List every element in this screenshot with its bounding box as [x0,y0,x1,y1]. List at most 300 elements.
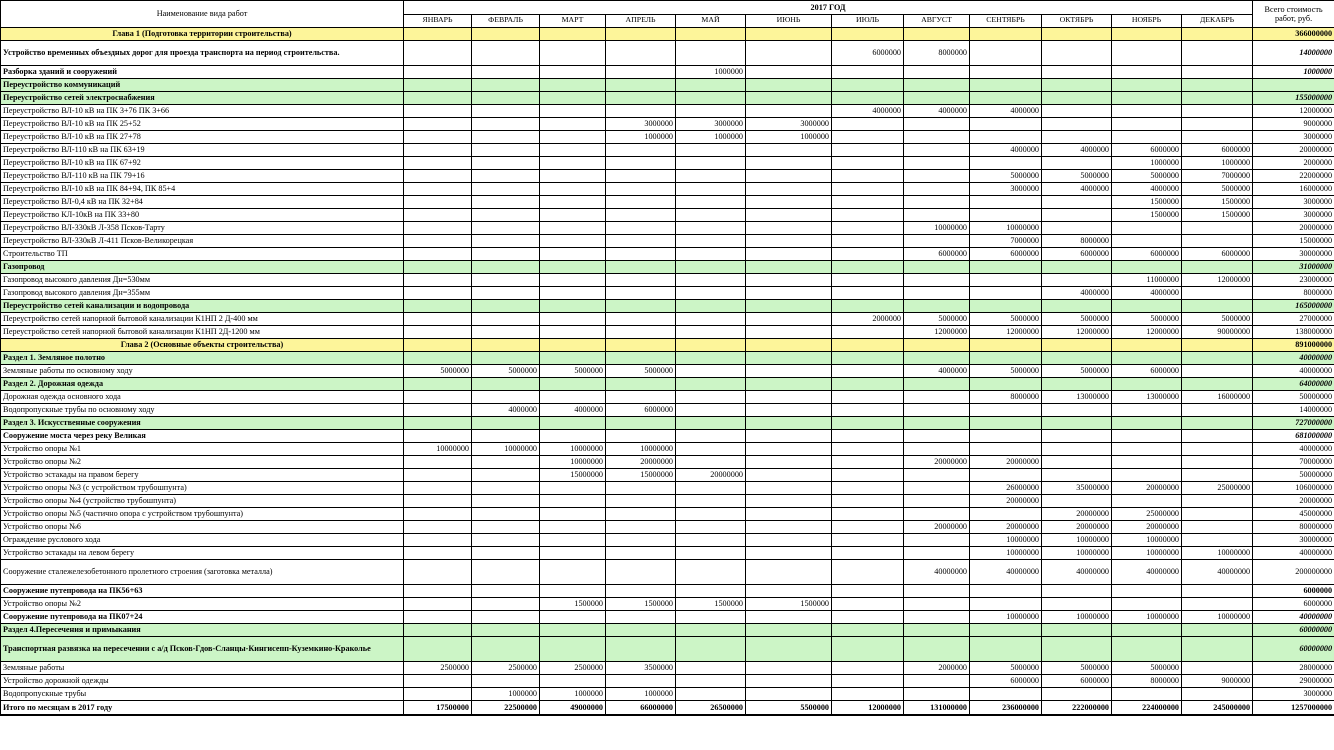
month-value-cell [1182,287,1253,300]
work-name-cell: Устройство временных объездных дорог для проезда транспорта на период строительства. [1,41,404,66]
month-value-cell: 5000000 [1042,365,1112,378]
work-name-cell: Раздел 3. Искусственные сооружения [1,417,404,430]
table-row [1,196,1334,209]
month-value-cell [676,261,746,274]
total-cost-cell: 1257000000 [1253,701,1334,716]
month-value-cell [904,469,970,482]
month-value-cell: 12000000 [904,326,970,339]
month-value-cell [832,688,904,701]
month-value-cell [1042,105,1112,118]
month-value-cell [404,66,472,79]
month-value-cell [472,105,540,118]
month-value-cell [832,235,904,248]
table-row [1,430,1334,443]
month-value-cell [746,248,832,261]
month-value-cell [746,79,832,92]
month-value-cell [540,585,606,598]
month-value-cell: 5000000 [1042,170,1112,183]
month-value-cell [540,41,606,66]
month-value-cell [1182,469,1253,482]
month-value-cell [1112,430,1182,443]
month-value-cell [746,300,832,313]
month-value-cell [676,534,746,547]
month-header: АПРЕЛЬ [606,14,676,28]
total-cost-cell: 23000000 [1253,274,1334,287]
month-value-cell [970,157,1042,170]
month-value-cell [1182,443,1253,456]
month-value-cell: 1500000 [1182,209,1253,222]
month-value-cell [1182,688,1253,701]
month-value-cell [1042,209,1112,222]
month-value-cell: 10000000 [1182,547,1253,560]
total-cost-cell: 3000000 [1253,209,1334,222]
month-value-cell [606,92,676,105]
month-value-cell [606,482,676,495]
work-name-cell: Переустройство ВЛ-10 кВ на ПК 27+78 [1,131,404,144]
work-name-cell: Сооружение сталежелезобетонного пролетного строения (заготовка металла) [1,560,404,585]
month-value-cell [904,611,970,624]
month-value-cell [606,430,676,443]
month-value-cell [676,235,746,248]
table-row [1,482,1334,495]
month-value-cell [1042,196,1112,209]
month-value-cell: 6000000 [1112,248,1182,261]
month-value-cell [472,41,540,66]
month-value-cell: 1500000 [1112,209,1182,222]
month-value-cell [606,222,676,235]
month-value-cell [472,274,540,287]
month-value-cell [540,611,606,624]
month-value-cell [472,508,540,521]
month-value-cell [832,662,904,675]
month-value-cell [970,637,1042,662]
month-value-cell [904,28,970,41]
month-value-cell [1042,430,1112,443]
month-value-cell [472,287,540,300]
month-value-cell [472,495,540,508]
month-value-cell: 12000000 [970,326,1042,339]
month-value-cell [970,443,1042,456]
month-value-cell [404,118,472,131]
month-value-cell: 8000000 [904,41,970,66]
month-value-cell [832,79,904,92]
month-value-cell [1112,131,1182,144]
month-value-cell: 12000000 [1182,274,1253,287]
month-value-cell [540,209,606,222]
month-value-cell [746,404,832,417]
month-value-cell [970,261,1042,274]
month-value-cell [1182,417,1253,430]
table-row [1,508,1334,521]
month-value-cell: 10000000 [606,443,676,456]
month-value-cell [904,688,970,701]
month-value-cell: 5000000 [1042,313,1112,326]
month-value-cell [676,105,746,118]
table-row [1,157,1334,170]
month-value-cell [676,443,746,456]
table-row [1,521,1334,534]
month-value-cell: 5000000 [606,365,676,378]
month-value-cell: 49000000 [540,701,606,716]
month-value-cell [904,624,970,637]
month-value-cell [904,196,970,209]
month-value-cell [832,404,904,417]
total-cost-cell: 681000000 [1253,430,1334,443]
month-value-cell [606,287,676,300]
month-value-cell [404,339,472,352]
total-cost-cell: 20000000 [1253,144,1334,157]
work-name-cell: Устройство опоры №1 [1,443,404,456]
month-value-cell [1042,222,1112,235]
month-value-cell [832,131,904,144]
month-value-cell [606,585,676,598]
month-value-cell: 12000000 [1042,326,1112,339]
month-value-cell [540,79,606,92]
month-value-cell [904,482,970,495]
month-value-cell [676,585,746,598]
month-value-cell: 3000000 [970,183,1042,196]
month-value-cell: 15000000 [540,469,606,482]
month-value-cell [1112,688,1182,701]
month-value-cell: 1000000 [746,131,832,144]
month-value-cell [606,521,676,534]
work-name-cell: Устройство опоры №6 [1,521,404,534]
month-value-cell [832,430,904,443]
month-value-cell: 1000000 [1112,157,1182,170]
month-value-cell [1042,261,1112,274]
total-cost-cell: 138000000 [1253,326,1334,339]
month-value-cell [970,131,1042,144]
month-value-cell [832,624,904,637]
month-value-cell [676,196,746,209]
table-row [1,662,1334,675]
month-value-cell: 20000000 [676,469,746,482]
month-value-cell [1042,688,1112,701]
month-value-cell [472,326,540,339]
work-name-cell: Переустройство ВЛ-110 кВ на ПК 79+16 [1,170,404,183]
month-value-cell [970,66,1042,79]
total-cost-cell [1253,79,1334,92]
month-value-cell [1182,79,1253,92]
table-row [1,534,1334,547]
month-value-cell [540,144,606,157]
month-value-cell [606,637,676,662]
month-value-cell [404,637,472,662]
month-value-cell [970,469,1042,482]
month-value-cell: 6000000 [1042,248,1112,261]
month-value-cell [1112,352,1182,365]
month-value-cell [404,287,472,300]
month-value-cell [676,313,746,326]
month-value-cell [676,352,746,365]
month-value-cell [904,144,970,157]
month-value-cell: 10000000 [1112,547,1182,560]
month-value-cell: 40000000 [904,560,970,585]
work-name-cell: Сооружение моста через реку Великая [1,430,404,443]
month-value-cell: 6000000 [606,404,676,417]
month-value-cell [1182,28,1253,41]
month-value-cell [1182,222,1253,235]
month-value-cell: 1500000 [1112,196,1182,209]
month-value-cell [1042,443,1112,456]
month-value-cell: 10000000 [970,611,1042,624]
table-row [1,443,1334,456]
month-value-cell [746,105,832,118]
month-value-cell: 1500000 [676,598,746,611]
month-value-cell [904,157,970,170]
month-value-cell [676,326,746,339]
month-value-cell: 5000000 [1182,183,1253,196]
month-value-cell [1042,469,1112,482]
total-cost-cell: 50000000 [1253,391,1334,404]
month-value-cell [832,157,904,170]
month-value-cell [606,326,676,339]
table-row [1,313,1334,326]
month-value-cell [472,469,540,482]
month-value-cell: 10000000 [970,547,1042,560]
month-value-cell [606,79,676,92]
month-value-cell [1112,598,1182,611]
month-value-cell [832,391,904,404]
month-value-cell: 4000000 [1042,183,1112,196]
table-row [1,144,1334,157]
table-row [1,611,1334,624]
month-value-cell: 20000000 [970,495,1042,508]
month-value-cell [1182,534,1253,547]
month-value-cell [832,209,904,222]
month-value-cell [1042,417,1112,430]
month-value-cell: 6000000 [970,675,1042,688]
month-value-cell [1042,300,1112,313]
month-value-cell [832,508,904,521]
month-value-cell [904,495,970,508]
month-value-cell [832,378,904,391]
month-value-cell [676,611,746,624]
month-value-cell [606,105,676,118]
month-value-cell [472,521,540,534]
month-value-cell [404,326,472,339]
month-value-cell [540,326,606,339]
month-value-cell [540,430,606,443]
work-name-cell: Транспортная развязка на пересечении с а/д Псков-Гдов-Сланцы-Кингисепп-Куземкино-Краколье [1,637,404,662]
section-row [1,378,1334,391]
month-value-cell: 5000000 [1042,662,1112,675]
month-value-cell [1042,157,1112,170]
month-value-cell [676,560,746,585]
table-row [1,495,1334,508]
month-value-cell [832,326,904,339]
month-value-cell: 26500000 [676,701,746,716]
month-value-cell [746,482,832,495]
month-value-cell: 5000000 [970,365,1042,378]
month-value-cell [676,688,746,701]
section-row [1,624,1334,637]
month-value-cell [904,118,970,131]
month-value-cell [606,41,676,66]
work-name-cell: Разборка зданий и сооружений [1,66,404,79]
month-value-cell [1182,598,1253,611]
month-value-cell [746,624,832,637]
month-value-cell [404,261,472,274]
month-value-cell [970,287,1042,300]
month-value-cell [904,378,970,391]
month-value-cell: 22500000 [472,701,540,716]
month-value-cell [1112,261,1182,274]
total-cost-cell: 60000000 [1253,637,1334,662]
total-cost-cell: 15000000 [1253,235,1334,248]
month-value-cell: 40000000 [1182,560,1253,585]
month-value-cell [1112,105,1182,118]
month-header: ЯНВАРЬ [404,14,472,28]
month-value-cell [746,637,832,662]
month-value-cell [472,170,540,183]
month-value-cell [404,560,472,585]
month-value-cell: 10000000 [1112,534,1182,547]
month-value-cell [1182,365,1253,378]
month-value-cell [970,404,1042,417]
table-row [1,170,1334,183]
month-value-cell [832,287,904,300]
table-row [1,183,1334,196]
month-value-cell [746,222,832,235]
month-value-cell: 20000000 [1112,521,1182,534]
month-value-cell: 222000000 [1042,701,1112,716]
month-value-cell [970,300,1042,313]
work-name-cell: Переустройство сетей электроснабжения [1,92,404,105]
month-value-cell: 6000000 [1042,675,1112,688]
month-value-cell: 11000000 [1112,274,1182,287]
month-value-cell [1182,637,1253,662]
month-value-cell [904,274,970,287]
month-value-cell [676,675,746,688]
month-value-cell: 6000000 [904,248,970,261]
month-value-cell [746,170,832,183]
month-value-cell: 5000000 [1112,170,1182,183]
month-value-cell [1112,118,1182,131]
month-value-cell [606,391,676,404]
month-value-cell: 224000000 [1112,701,1182,716]
month-value-cell [676,287,746,300]
month-value-cell [606,675,676,688]
month-value-cell [904,417,970,430]
month-value-cell: 4000000 [540,404,606,417]
total-cost-cell: 6000000 [1253,585,1334,598]
month-value-cell: 25000000 [1112,508,1182,521]
month-value-cell [404,430,472,443]
month-value-cell [832,196,904,209]
work-name-cell: Переустройство ВЛ-110 кВ на ПК 63+19 [1,144,404,157]
month-value-cell: 40000000 [1112,560,1182,585]
total-cost-cell: 50000000 [1253,469,1334,482]
month-value-cell: 5500000 [746,701,832,716]
table-row [1,391,1334,404]
month-value-cell [676,248,746,261]
month-value-cell [472,313,540,326]
month-value-cell: 9000000 [1182,675,1253,688]
month-value-cell [540,313,606,326]
month-value-cell [676,417,746,430]
month-value-cell [1042,585,1112,598]
month-value-cell: 3500000 [606,662,676,675]
month-value-cell [472,183,540,196]
table-row [1,118,1334,131]
month-value-cell [540,378,606,391]
month-value-cell [832,274,904,287]
month-value-cell: 66000000 [606,701,676,716]
month-value-cell: 3000000 [606,118,676,131]
month-value-cell [1112,79,1182,92]
month-value-cell: 2500000 [404,662,472,675]
month-value-cell [832,170,904,183]
month-value-cell: 20000000 [904,456,970,469]
work-name-cell: Водопропускные трубы по основному ходу [1,404,404,417]
table-row [1,365,1334,378]
month-value-cell [746,675,832,688]
month-value-cell [904,391,970,404]
month-value-cell [540,131,606,144]
month-value-cell [904,92,970,105]
month-value-cell [1042,131,1112,144]
month-value-cell [540,66,606,79]
month-value-cell [472,456,540,469]
month-value-cell [606,209,676,222]
month-value-cell [472,534,540,547]
month-value-cell [904,534,970,547]
month-value-cell [404,209,472,222]
month-value-cell: 10000000 [970,222,1042,235]
work-name-cell: Переустройство ВЛ-10 кВ на ПК 84+94, ПК 85+4 [1,183,404,196]
month-value-cell: 4000000 [970,105,1042,118]
month-value-cell: 2000000 [904,662,970,675]
month-value-cell [1042,79,1112,92]
month-header: НОЯБРЬ [1112,14,1182,28]
month-value-cell: 5000000 [540,365,606,378]
month-value-cell [540,92,606,105]
work-name-cell: Раздел 4.Пересечения и примыкания [1,624,404,637]
table-row [1,41,1334,66]
table-row [1,585,1334,598]
month-value-cell [404,482,472,495]
month-value-cell [606,66,676,79]
month-value-cell [472,585,540,598]
month-value-cell [970,508,1042,521]
month-value-cell [1182,235,1253,248]
month-value-cell: 10000000 [404,443,472,456]
month-value-cell [540,675,606,688]
month-value-cell [606,274,676,287]
month-header: ИЮЛЬ [832,14,904,28]
month-value-cell [832,261,904,274]
total-cost-cell: 40000000 [1253,365,1334,378]
month-value-cell: 5000000 [1112,662,1182,675]
month-value-cell: 3000000 [746,118,832,131]
month-value-cell [970,41,1042,66]
month-value-cell [1182,404,1253,417]
month-value-cell [746,41,832,66]
month-value-cell [970,430,1042,443]
month-value-cell [1182,261,1253,274]
month-header: МАРТ [540,14,606,28]
month-value-cell [904,339,970,352]
month-value-cell: 1500000 [1182,196,1253,209]
work-name-cell: Строительство ТП [1,248,404,261]
month-value-cell [472,300,540,313]
month-value-cell [970,79,1042,92]
month-value-cell: 4000000 [472,404,540,417]
month-value-cell [970,209,1042,222]
month-value-cell [606,378,676,391]
month-value-cell [1042,456,1112,469]
